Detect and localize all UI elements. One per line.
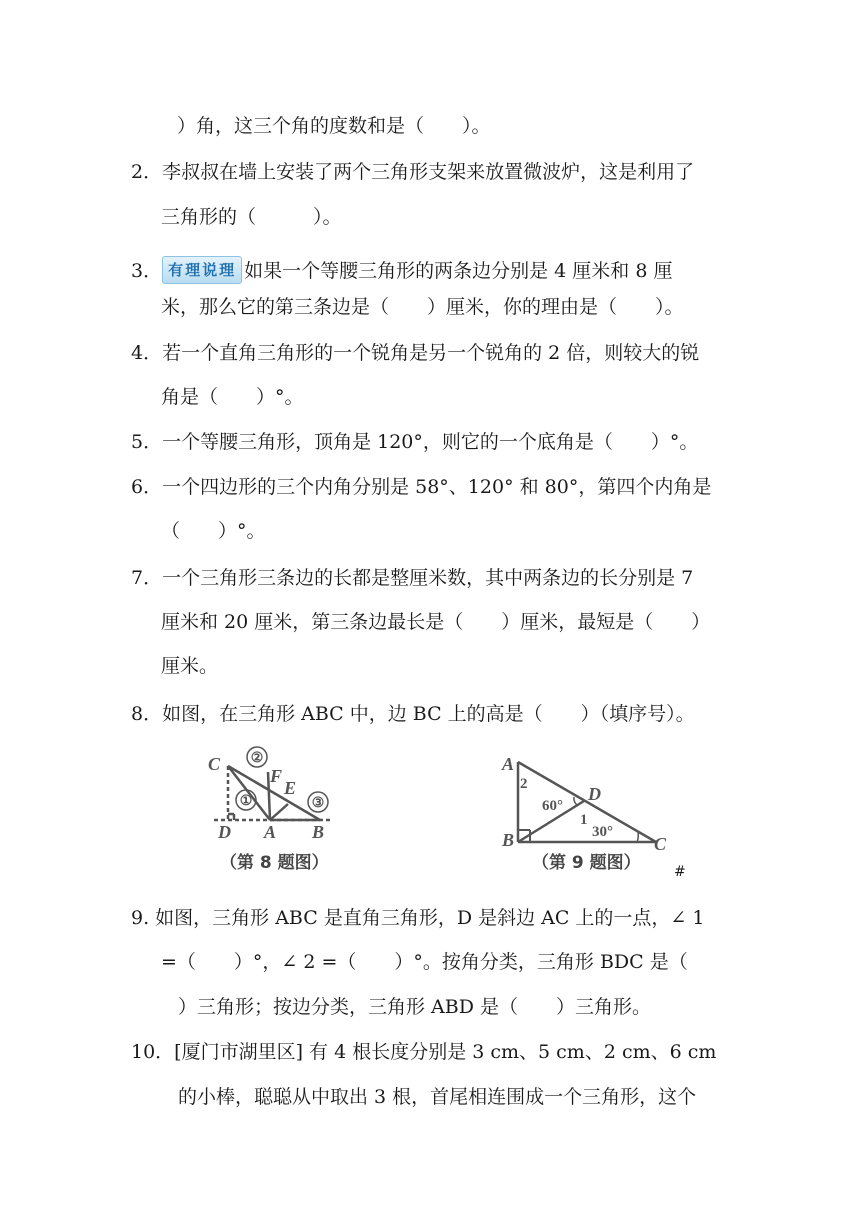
fig9-angle-30: 30° xyxy=(592,824,613,840)
question-6-line-1: 6．一个四边形的三个内角分别是 58°、120° 和 80°，第四个内角是 xyxy=(131,476,712,498)
fig8-label-d: D xyxy=(218,822,231,842)
question-9-line-3: ）三角形；按边分类，三角形 ABD 是（ ）三角形。 xyxy=(178,996,651,1018)
fig8-label-a: A xyxy=(264,822,277,842)
fig8-marker-2: ② xyxy=(250,751,264,766)
question-9-line-2: =（ ）°，∠ 2 =（ ）°。按角分类，三角形 BDC 是（ xyxy=(161,951,688,973)
reasoning-badge: 有理说理 xyxy=(162,256,242,284)
fig9-angle-60: 60° xyxy=(542,798,563,814)
fig9-label-c: C xyxy=(654,834,667,852)
question-7-line-1: 7．一个三角形三条边的长都是整厘米数，其中两条边的长分别是 7 xyxy=(131,567,694,589)
question-6-line-2: （ ）°。 xyxy=(161,520,266,542)
question-4-line-1: 4．若一个直角三角形的一个锐角是另一个锐角的 2 倍，则较大的锐 xyxy=(131,342,700,364)
fig8-marker-1: ① xyxy=(239,794,253,809)
question-7-line-2: 厘米和 20 厘米，第三条边最长是（ ）厘米，最短是（ ） xyxy=(161,611,711,633)
figure-8-caption: （第 8 题图） xyxy=(220,853,329,873)
figure-8 xyxy=(200,742,350,842)
figure-9-caption: （第 9 题图） xyxy=(532,853,641,873)
text-line: ）角，这三个角的度数和是（ ）。 xyxy=(177,115,491,137)
question-9-line-1: 9. 如图，三角形 ABC 是直角三角形，D 是斜边 AC 上的一点，∠ 1 xyxy=(131,907,705,929)
fig9-angle-1: 1 xyxy=(580,812,588,828)
fig9-angle-2: 2 xyxy=(520,776,528,792)
fig9-label-b: B xyxy=(502,830,515,850)
question-3-line-2: 米，那么它的第三条边是（ ）厘米，你的理由是（ ）。 xyxy=(161,296,684,318)
question-2-line-1: 2．李叔叔在墙上安装了两个三角形支架来放置微波炉，这是利用了 xyxy=(131,161,695,183)
question-10-line-2: 的小棒，聪聪从中取出 3 根，首尾相连围成一个三角形，这个 xyxy=(178,1086,697,1108)
question-number: 3． xyxy=(131,260,163,282)
question-5-line: 5．一个等腰三角形，顶角是 120°，则它的一个底角是（ ）°。 xyxy=(131,431,699,453)
fig8-label-b: B xyxy=(312,822,325,842)
hash-mark: # xyxy=(674,864,686,880)
fig8-label-e: E xyxy=(284,778,297,798)
figure-9 xyxy=(498,752,678,852)
question-2-line-2: 三角形的（ ）。 xyxy=(161,206,342,228)
fig8-label-f: F xyxy=(270,766,283,786)
question-text: 如果一个等腰三角形的两条边分别是 4 厘米和 8 厘 xyxy=(244,260,673,282)
question-4-line-2: 角是（ ）°。 xyxy=(161,386,304,408)
question-7-line-3: 厘米。 xyxy=(161,655,219,677)
question-8-line: 8．如图，在三角形 ABC 中，边 BC 上的高是（ ）（填序号）。 xyxy=(131,703,695,725)
question-10-line-1: 10．[厦门市湖里区] 有 4 根长度分别是 3 cm、5 cm、2 cm、6 cm xyxy=(131,1041,717,1063)
fig8-marker-3: ③ xyxy=(311,796,325,811)
question-3-line-1 xyxy=(131,256,672,284)
fig8-label-c: C xyxy=(208,754,221,774)
fig9-label-a: A xyxy=(502,754,515,774)
fig9-label-d: D xyxy=(588,784,601,804)
